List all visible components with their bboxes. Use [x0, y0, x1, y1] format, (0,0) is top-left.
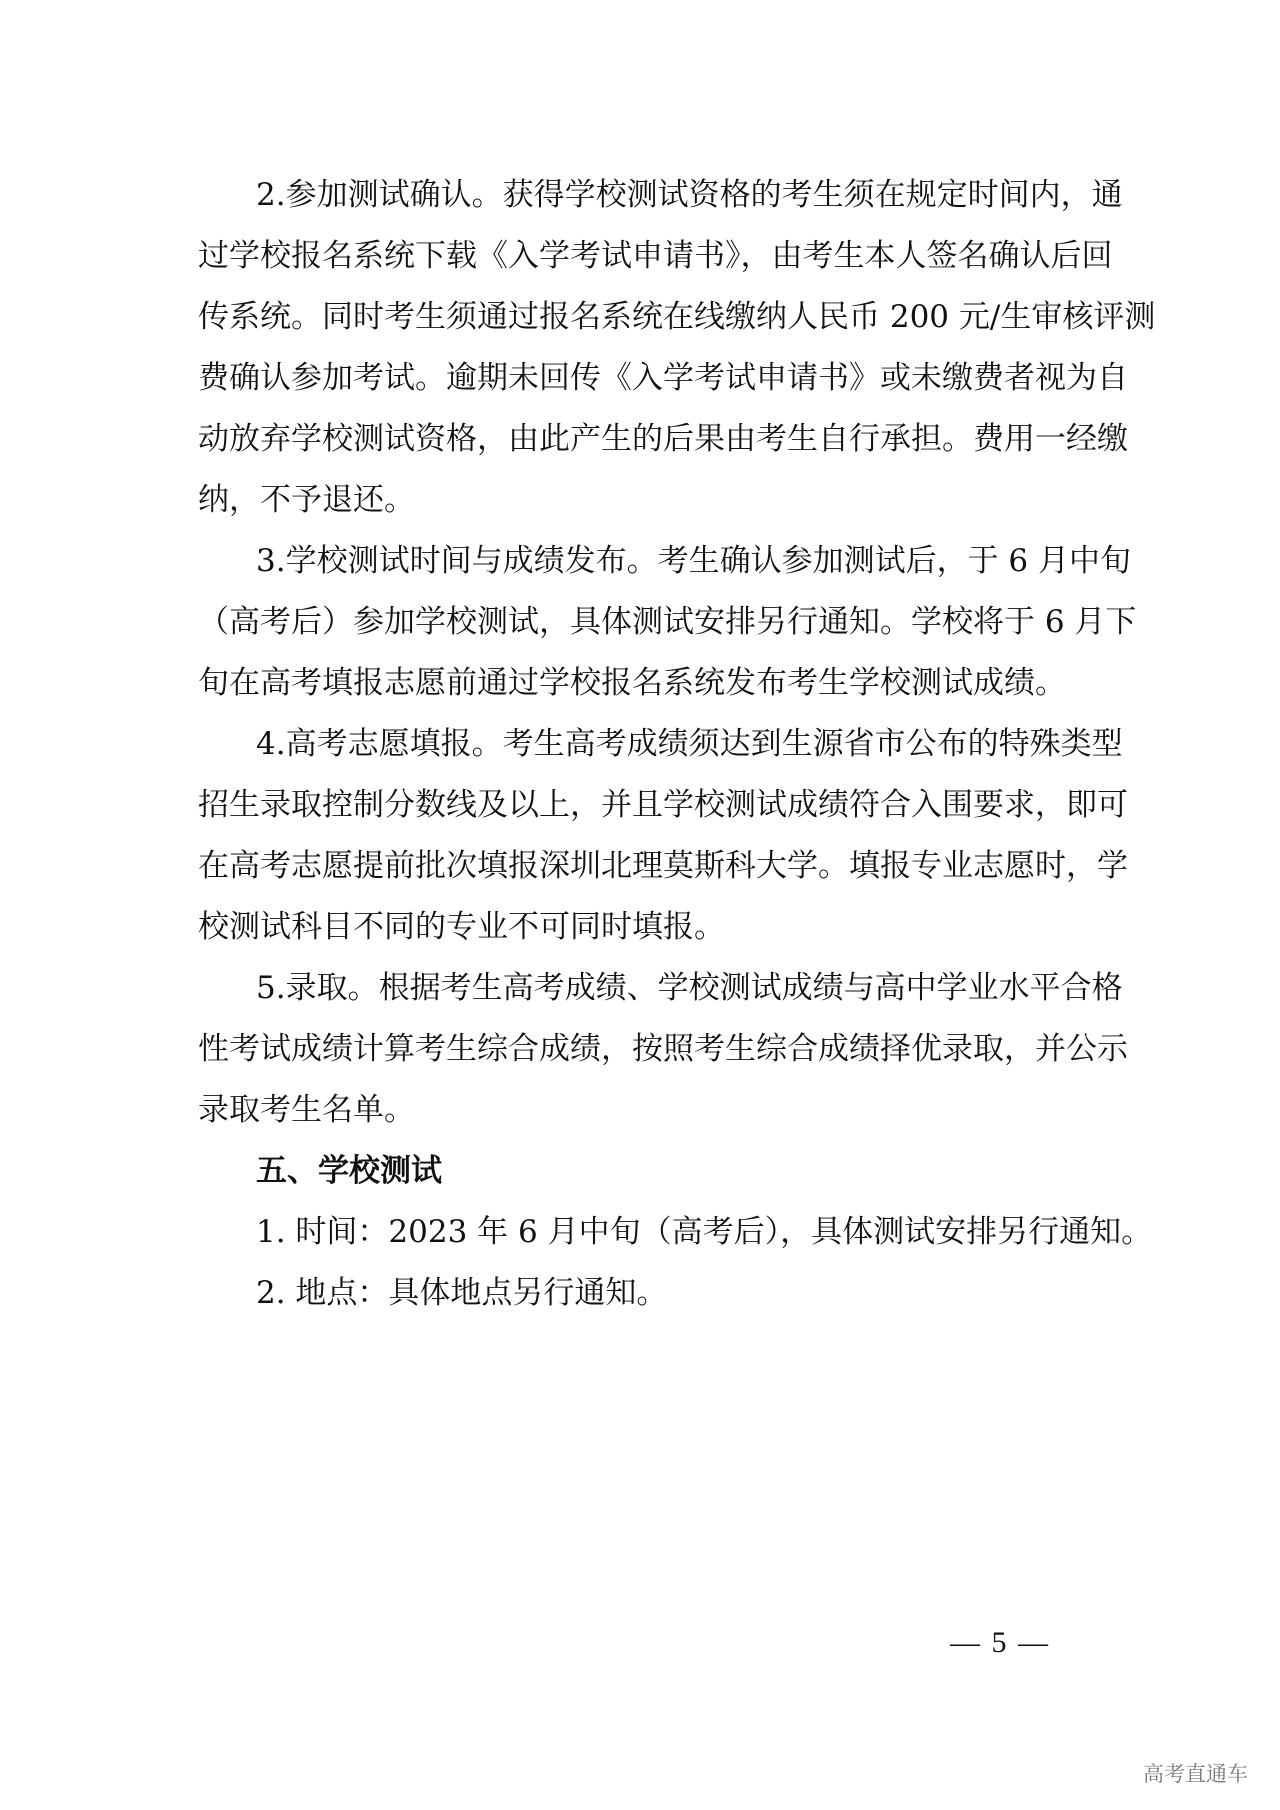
text-line: 校测试科目不同的专业不可同时填报。: [198, 909, 725, 945]
text-line: （高考后）参加学校测试，具体测试安排另行通知。学校将于 6 月下: [198, 604, 1137, 640]
text-line: 2.参加测试确认。获得学校测试资格的考生须在规定时间内，通: [256, 177, 1123, 213]
text-line: 过学校报名系统下载《入学考试申请书》，由考生本人签名确认后回: [198, 238, 1113, 274]
list-item-location: 2. 地点：具体地点另行通知。: [256, 1275, 668, 1311]
paragraph-test-confirmation: [198, 165, 1156, 531]
paragraph-admission: [198, 958, 1128, 1141]
text-line: 纳，不予退还。: [198, 482, 415, 518]
text-line: 录取考生名单。: [198, 1092, 415, 1128]
text-line: 传系统。同时考生须通过报名系统在线缴纳人民币 200 元/生审核评测: [198, 299, 1156, 335]
list-item-time: 1. 时间：2023 年 6 月中旬（高考后），具体测试安排另行通知。: [256, 1214, 1153, 1250]
text-line: 5.录取。根据考生高考成绩、学校测试成绩与高中学业水平合格: [256, 970, 1123, 1006]
text-line: 4.高考志愿填报。考生高考成绩须达到生源省市公布的特殊类型: [256, 726, 1123, 762]
text-line: 动放弃学校测试资格，由此产生的后果由考生自行承担。费用一经缴: [198, 421, 1128, 457]
page-number: — 5 —: [950, 1626, 1050, 1659]
section-heading: 五、学校测试: [256, 1153, 442, 1189]
paragraph-application: [198, 714, 1128, 958]
text-line: 费确认参加考试。逾期未回传《入学考试申请书》或未缴费者视为自: [198, 360, 1128, 396]
text-line: 3.学校测试时间与成绩发布。考生确认参加测试后，于 6 月中旬: [256, 543, 1132, 579]
text-line: 性考试成绩计算考生综合成绩，按照考生综合成绩择优录取，并公示: [198, 1031, 1128, 1067]
text-line: 招生录取控制分数线及以上，并且学校测试成绩符合入围要求，即可: [198, 787, 1128, 823]
text-line: 在高考志愿提前批次填报深圳北理莫斯科大学。填报专业志愿时，学: [198, 848, 1128, 884]
paragraph-test-time-results: [198, 531, 1137, 714]
text-line: 旬在高考填报志愿前通过学校报名系统发布考生学校测试成绩。: [198, 665, 1066, 701]
document-body: [198, 165, 1156, 1324]
watermark: 高考直通车: [1143, 1762, 1248, 1786]
